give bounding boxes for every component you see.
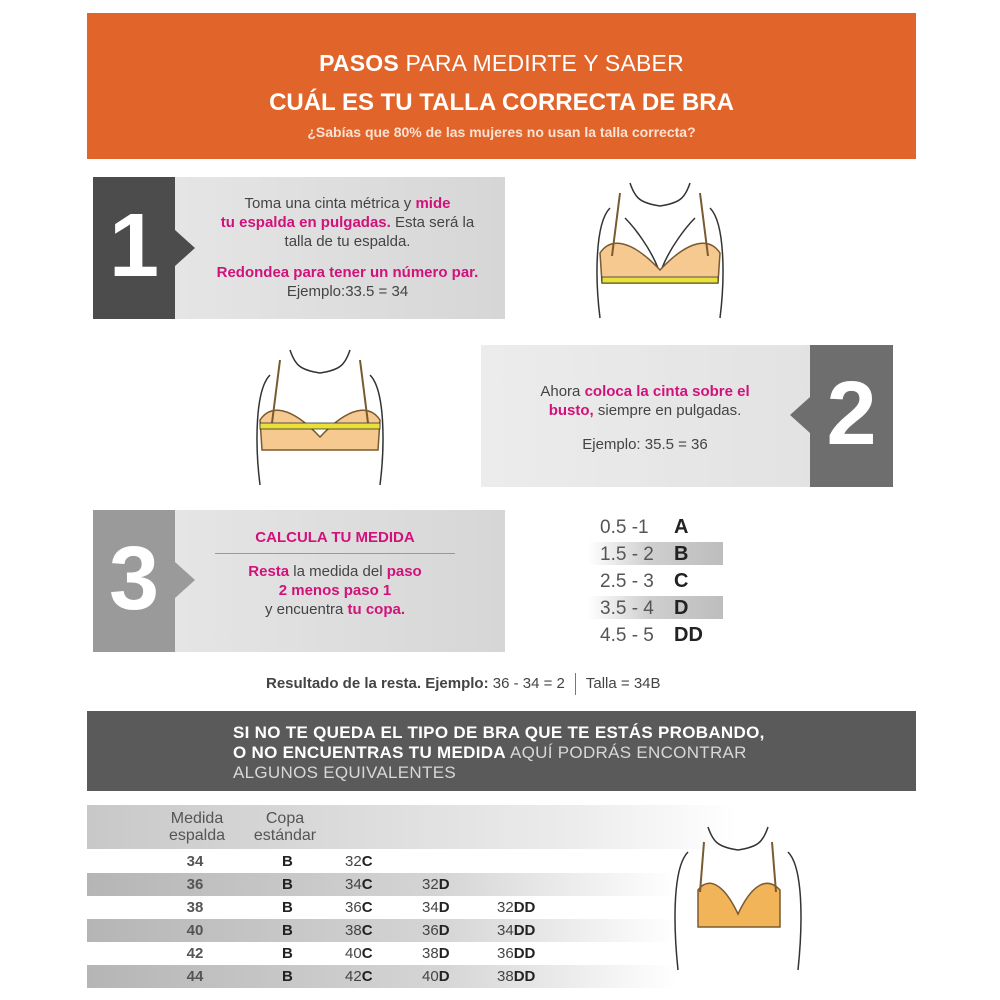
table-row: 36 B 34C 32D [87, 873, 677, 896]
cup-row: 3.5 - 4 D [588, 596, 723, 619]
equivalents-banner: SI NO TE QUEDA EL TIPO DE BRA QUE TE ESTÁS PROBANDO, O NO ENCUENTRAS TU MEDIDA AQUÍ PODRÁS ENCONTRAR ALGUNOS EQUIVALENTES [87, 711, 916, 791]
cup-row: 2.5 - 3 C [600, 570, 689, 592]
table-row: 44 B 42C 40D 38DD [87, 965, 677, 988]
header-subtitle: ¿Sabías que 80% de las mujeres no usan la talla correcta? [307, 124, 696, 140]
bra-measure-back-illustration [590, 178, 730, 323]
bra-illustration [668, 822, 808, 972]
header-line1: PASOS PARA MEDIRTE Y SABER [319, 50, 684, 76]
result-example: Resultado de la resta. Ejemplo: 36 - 34 = 2 Talla = 34B [266, 673, 661, 695]
cup-row: 0.5 -1 A [600, 516, 689, 538]
cup-row: 4.5 - 5 DD [600, 624, 703, 646]
step2-number-block: 2 [810, 345, 893, 487]
header-banner [87, 13, 916, 159]
step3-number-block: 3 [93, 510, 175, 652]
table-row: 38 B 36C 34D 32DD [186, 899, 536, 916]
cup-row: 1.5 - 2 B [588, 542, 723, 565]
step2-text: Ahora coloca la cinta sobre el busto, siempre en pulgadas. Ejemplo: 35.5 = 36 [540, 383, 750, 453]
table-row: 42 B 40C 38D 36DD [186, 945, 536, 962]
col-copa-estandar: Copa estándar [253, 810, 317, 844]
table-row: 34 B 32C [186, 853, 373, 870]
bra-measure-bust-illustration [250, 345, 390, 490]
step1-text: Toma una cinta métrica y mide tu espalda en pulgadas. Esta será la talla de tu espalda. Redondea para tener un número par. Ejemplo:33.5 = 34 [216, 195, 479, 300]
step2-arrow [790, 397, 810, 433]
step3-arrow [175, 562, 195, 598]
divider [575, 673, 576, 695]
step3-text: CALCULA TU MEDIDA Resta la medida del paso 2 menos paso 1 y encuentra tu copa. [215, 528, 455, 619]
header-title: CUÁL ES TU TALLA CORRECTA DE BRA [269, 89, 734, 116]
step1-number-block: 1 [93, 177, 175, 319]
table-header [87, 805, 737, 849]
col-medida-espalda: Medida espalda [168, 810, 226, 844]
step1-arrow [175, 230, 195, 266]
table-row: 40 B 38C 36D 34DD [87, 919, 677, 942]
step3-title: CALCULA TU MEDIDA [255, 529, 415, 546]
